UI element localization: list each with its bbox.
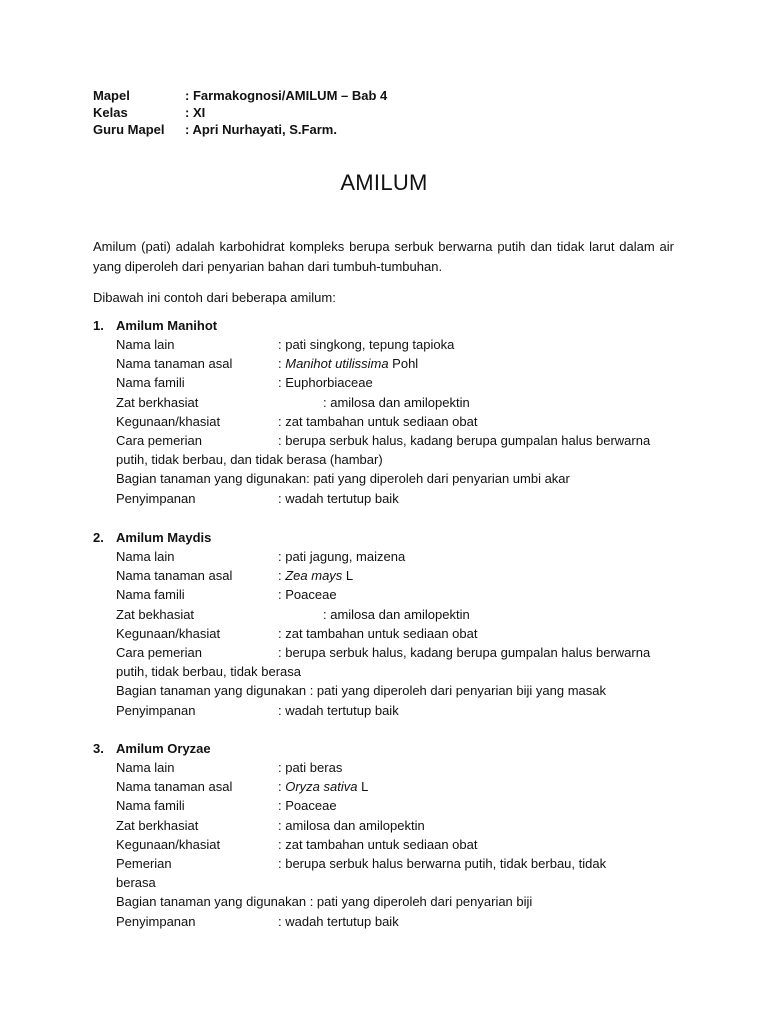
row-famili (93, 373, 675, 392)
row-value: : wadah tertutup baik (278, 490, 399, 506)
row-value: : zat tambahan untuk sediaan obat (278, 413, 478, 429)
row-penyimpanan (93, 489, 675, 508)
row-key: Cara pemerian (116, 433, 202, 449)
row-key: Kegunaan/khasiat (116, 413, 221, 429)
header-key: Mapel (93, 88, 130, 103)
header-row-guru (93, 121, 387, 138)
document-header (93, 87, 387, 138)
section-number: 2. (93, 530, 104, 545)
section-title (93, 739, 675, 758)
row-pemerian-cont: putih, tidak berbau, tidak berasa (116, 664, 302, 680)
intro-paragraph: Amilum (pati) adalah karbohidrat kompleks berupa serbuk berwarna putih dan tidak larut dalam air yang diperoleh dari penyarian bahan dari tumbuh-tumbuhan. (93, 239, 674, 274)
section-amilum-maydis (93, 528, 675, 720)
row-key: Nama tanaman asal (116, 568, 233, 584)
row-key: Nama lain (116, 549, 175, 564)
row-value: : Poaceae (278, 587, 337, 603)
row-nama-lain (93, 335, 675, 354)
row-kegunaan (93, 835, 675, 854)
row-key: Cara pemerian (116, 645, 202, 661)
section-amilum-oryzae (93, 739, 675, 931)
row-key: Zat berkhasiat (116, 394, 199, 410)
row-key: Penyimpanan (116, 490, 196, 506)
row-key: Nama famili (116, 587, 185, 603)
section-name: Amilum Oryzae (116, 741, 211, 756)
species-name: Oryza sativa (285, 779, 358, 795)
section-amilum-manihot (93, 316, 675, 508)
species-author: L (342, 568, 354, 584)
row-value: : Poaceae (278, 798, 337, 814)
row-key: Zat bekhasiat (116, 606, 195, 622)
row-value: : wadah tertutup baik (278, 702, 399, 718)
row-value: : amilosa dan amilopektin (323, 394, 470, 410)
section-number: 3. (93, 741, 104, 756)
species-author: Pohl (388, 356, 419, 372)
header-row-kelas (93, 104, 387, 121)
row-pemerian (93, 431, 675, 450)
row-key: Pemerian (116, 856, 172, 872)
section-name: Amilum Manihot (116, 318, 218, 333)
row-value: : zat tambahan untuk sediaan obat (278, 836, 478, 852)
row-value: : berupa serbuk halus, kadang berupa gumpalan halus berwarna (278, 645, 651, 661)
header-value: : Farmakognosi/AMILUM – Bab 4 (185, 88, 388, 103)
row-value-prefix: : (278, 568, 286, 584)
header-value: : XI (185, 105, 206, 120)
section-title (93, 316, 675, 335)
row-tanaman (93, 354, 675, 373)
row-key: Nama tanaman asal (116, 779, 233, 795)
row-pemerian (93, 854, 675, 873)
row-bagian: Bagian tanaman yang digunakan : pati yang diperoleh dari penyarian biji yang masak (116, 683, 606, 699)
intro-list-lead: Dibawah ini contoh dari beberapa amilum: (93, 290, 336, 305)
row-key: Zat berkhasiat (116, 817, 199, 833)
header-value: : Apri Nurhayati, S.Farm. (185, 122, 337, 137)
row-value: : wadah tertutup baik (278, 913, 399, 929)
row-key: Nama famili (116, 798, 185, 814)
species-name: Zea mays (285, 568, 343, 584)
row-nama-lain (93, 547, 675, 566)
header-key: Kelas (93, 105, 128, 120)
row-bagian: Bagian tanaman yang digunakan: pati yang diperoleh dari penyarian umbi akar (116, 471, 570, 487)
row-penyimpanan (93, 912, 675, 931)
row-bagian: Bagian tanaman yang digunakan : pati yang diperoleh dari penyarian biji (116, 894, 533, 910)
row-value: : amilosa dan amilopektin (323, 606, 470, 622)
row-value-prefix: : (278, 356, 286, 372)
row-value: : amilosa dan amilopektin (278, 817, 425, 833)
row-zat (93, 816, 675, 835)
row-key: Kegunaan/khasiat (116, 836, 221, 852)
species-author: L (357, 779, 369, 795)
section-number: 1. (93, 318, 104, 333)
row-value: : pati beras (278, 760, 343, 775)
section-title (93, 528, 675, 547)
row-tanaman (93, 566, 675, 585)
row-key: Nama lain (116, 337, 175, 352)
row-key: Penyimpanan (116, 913, 196, 929)
row-kegunaan (93, 624, 675, 643)
row-kegunaan (93, 412, 675, 431)
row-key: Kegunaan/khasiat (116, 625, 221, 641)
row-key: Penyimpanan (116, 702, 196, 718)
row-value: : zat tambahan untuk sediaan obat (278, 625, 478, 641)
row-zat (93, 605, 675, 624)
row-penyimpanan (93, 701, 675, 720)
row-value: : pati jagung, maizena (278, 549, 406, 564)
page-title: AMILUM (340, 170, 428, 195)
species-name: Manihot utilissima (285, 356, 389, 372)
row-zat (93, 393, 675, 412)
row-value: : Euphorbiaceae (278, 375, 373, 391)
row-pemerian-cont: berasa (116, 875, 156, 891)
section-name: Amilum Maydis (116, 530, 212, 545)
row-value: : berupa serbuk halus, kadang berupa gumpalan halus berwarna (278, 433, 651, 449)
row-famili (93, 585, 675, 604)
row-famili (93, 796, 675, 815)
row-value: : pati singkong, tepung tapioka (278, 337, 455, 352)
row-value-prefix: : (278, 779, 286, 795)
row-key: Nama famili (116, 375, 185, 391)
header-row-mapel (93, 87, 387, 104)
row-tanaman (93, 777, 675, 796)
row-nama-lain (93, 758, 675, 777)
row-value: : berupa serbuk halus berwarna putih, tidak berbau, tidak (278, 856, 607, 872)
row-pemerian-cont: putih, tidak berbau, dan tidak berasa (hambar) (116, 452, 383, 468)
row-key: Nama tanaman asal (116, 356, 233, 372)
row-pemerian (93, 643, 675, 662)
header-key: Guru Mapel (93, 122, 165, 137)
row-key: Nama lain (116, 760, 175, 775)
